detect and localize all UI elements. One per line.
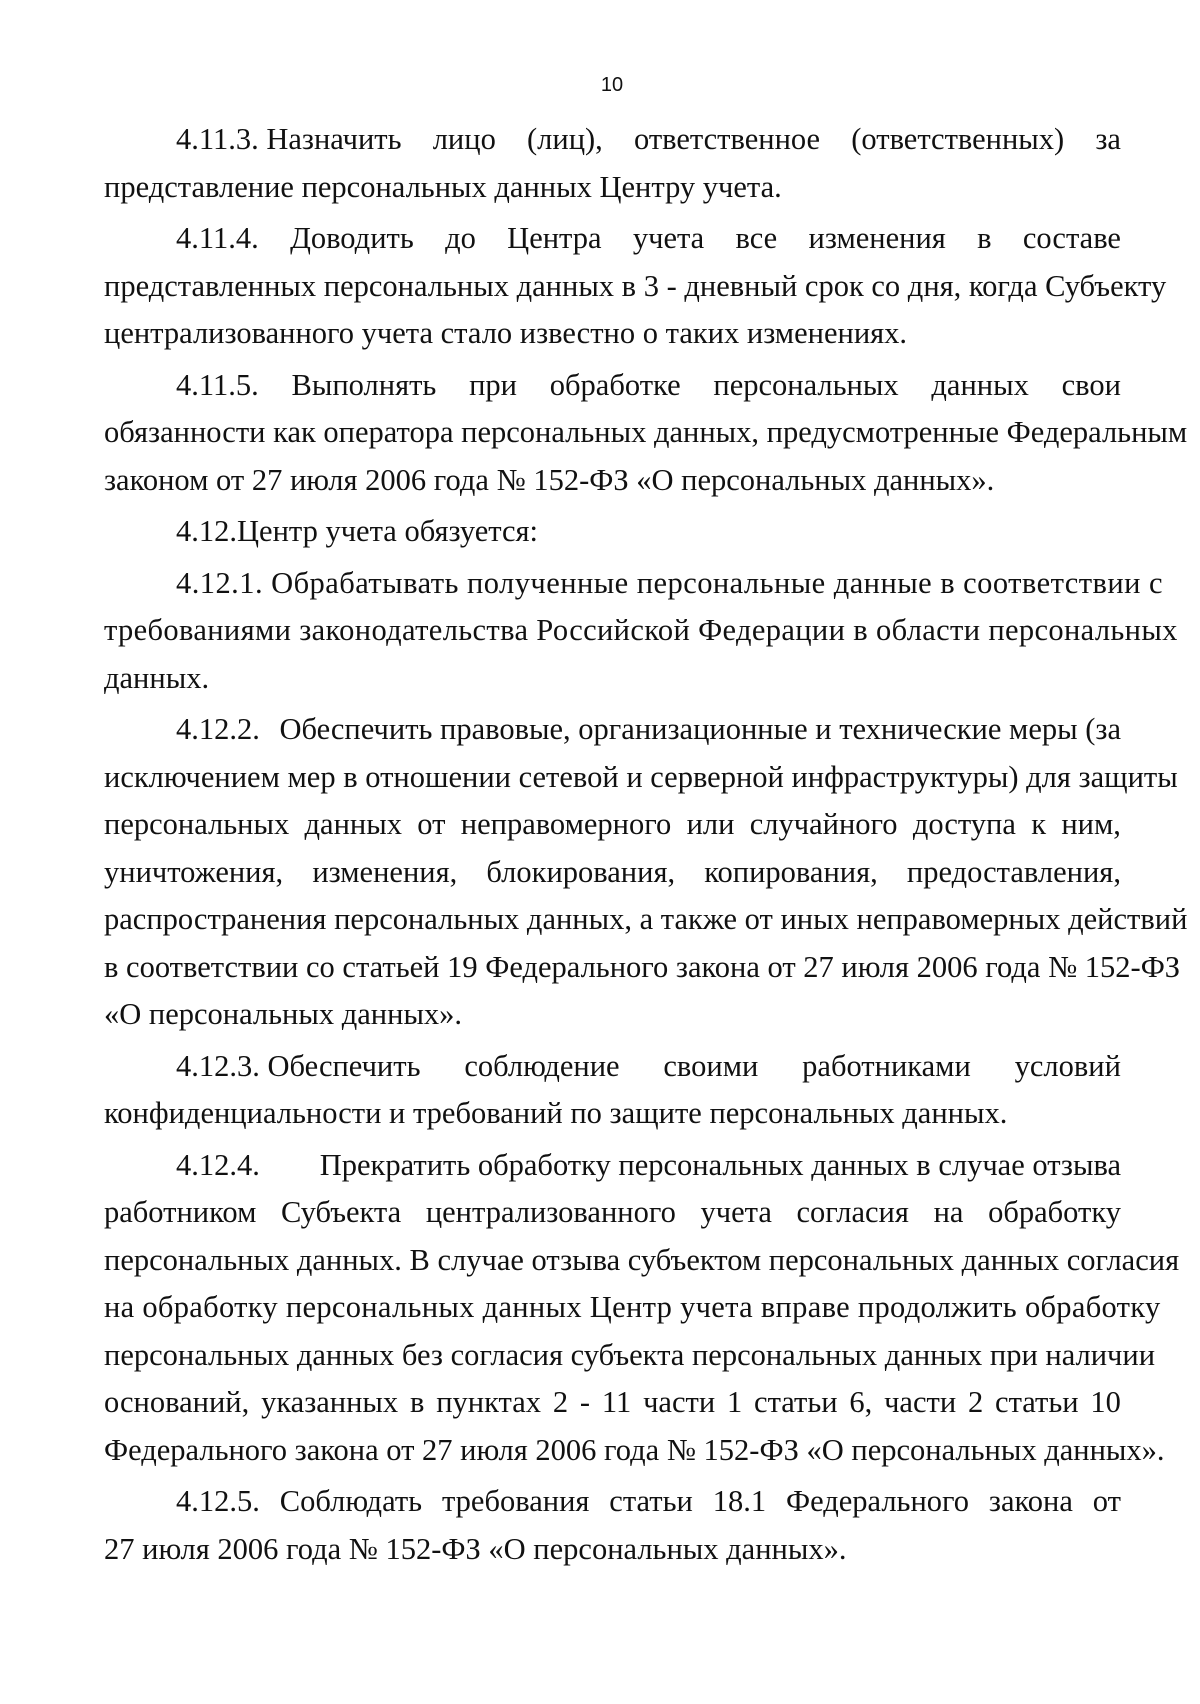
text-fragment: 6, [849,1385,873,1419]
text-fragment: централизованного [425,1195,676,1229]
text-fragment: (лиц), [527,122,603,156]
text-fragment: изменения [808,221,946,255]
text-fragment: лицо [432,122,496,156]
paragraph-4-12-2 [104,706,1188,1039]
paragraph-line: требованиями законодательства Российской Федерации в области персональных [104,613,1178,647]
text-fragment: 1 [726,1385,743,1419]
paragraph-line: на обработку персональных данных Центр учета вправе продолжить обработку [104,1290,1161,1324]
text-fragment: Выполнять [291,367,437,402]
page-number: 10 [600,74,624,96]
text-fragment: работниками [802,1048,971,1083]
paragraph-line [104,1189,1121,1237]
text-fragment: 10 [1090,1385,1121,1419]
paragraph-line: законом от 27 июля 2006 года № 152-ФЗ «О персональных данных». [104,462,995,497]
text-fragment: Доводить [290,221,414,255]
paragraph-4-11-3 [104,116,1121,211]
text-fragment: Центра [507,221,602,255]
paragraph-line [104,362,1121,410]
paragraph-line [104,215,1121,263]
paragraph-4-12 [104,508,1121,556]
text-fragment: Субъекта [281,1195,402,1229]
paragraph-4-12-3 [104,1043,1121,1138]
text-fragment: своими [663,1048,759,1083]
text-fragment: от [1092,1484,1121,1518]
text-fragment: на [933,1195,964,1229]
paragraph-line: обязанности как оператора персональных данных, предусмотренные Федеральным [104,415,1188,449]
paragraph-line: в соответствии со статьей 19 Федерального закона от 27 июля 2006 года № 152-ФЗ [104,949,1181,984]
text-fragment: от [417,807,446,841]
text-fragment: Федерального [785,1484,970,1518]
text-fragment: неправомерного [460,807,672,841]
text-fragment: доступа [912,807,1016,841]
paragraph-line [104,1478,1121,1526]
text-fragment: случайного [749,807,898,841]
text-fragment: указанных [261,1385,399,1419]
text-fragment: обработку [988,1195,1121,1229]
text-fragment: 4.12.2. [176,712,260,746]
text-fragment: оснований, [104,1385,250,1419]
paragraph-line: представление персональных данных Центру учета. [104,169,782,204]
text-fragment: статьи [995,1385,1079,1419]
paragraph-line: Федерального закона от 27 июля 2006 года № 152-ФЗ «О персональных данных». [104,1432,1165,1467]
text-fragment: 11 [601,1385,632,1419]
paragraph-line: данных. [104,660,210,695]
paragraph-line: персональных данных без согласия субъекта персональных данных при наличии [104,1337,1156,1372]
text-fragment: в [410,1385,425,1419]
text-fragment: свои [1061,367,1121,402]
paragraph-line: распространения персональных данных, а также от иных неправомерных действий [104,902,1188,936]
text-fragment: 4.11.3. Назначить [176,122,402,156]
paragraph-line [104,1142,1121,1190]
text-fragment: согласия [796,1195,909,1229]
paragraph-line [104,1043,1121,1091]
text-fragment: 4.12.3. Обеспечить [176,1048,421,1083]
text-fragment: 4.11.4. [176,221,259,255]
paragraph-line [104,849,1121,897]
paragraph-4-11-4 [104,215,1167,358]
text-fragment: пунктах [436,1385,542,1419]
text-fragment: 2 [552,1385,569,1419]
text-fragment: ответственное [633,122,821,156]
paragraph-line [104,801,1121,849]
text-fragment: закона [988,1484,1073,1518]
paragraph-line: персональных данных. В случае отзыва субъектом персональных данных согласия [104,1242,1180,1277]
text-fragment: обработке [549,367,681,402]
paragraph-4-11-5 [104,362,1188,505]
text-fragment: все [735,221,778,255]
text-fragment: к [1031,807,1047,841]
paragraph-line: конфиденциальности и требований по защите персональных данных. [104,1096,1008,1130]
text-fragment: 2 [967,1385,984,1419]
text-fragment: блокирования, [486,854,676,889]
text-fragment: требования [441,1484,590,1518]
text-fragment: статьи [609,1484,693,1518]
paragraph-4-12-1 [104,560,1178,703]
text-fragment: 4.12.4. [176,1147,260,1182]
paragraph-line [104,1379,1121,1427]
text-fragment: соблюдение [464,1048,620,1083]
text-fragment: 4.11.5. [176,367,259,402]
paragraph-line: представленных персональных данных в 3 - дневный срок со дня, когда Субъекту [104,268,1167,303]
text-fragment: данных [931,367,1029,402]
paragraph-line [104,560,1163,608]
text-fragment: работником [104,1195,257,1229]
section-heading: 4.12.Центр учета обязуется: [176,514,539,548]
text-fragment: статьи [754,1385,838,1419]
paragraph-line: «О персональных данных». [104,997,463,1031]
text-fragment: ним, [1061,807,1121,841]
text-fragment: 4.12.5. [176,1484,260,1518]
text-fragment: части [884,1385,957,1419]
text-fragment: персональных [713,367,899,402]
text-fragment: условий [1014,1048,1121,1083]
paragraph-line: исключением мер в отношении сетевой и серверной инфраструктуры) для защиты [104,759,1178,794]
text-fragment: персональных [104,807,290,841]
text-fragment: данных [304,807,402,841]
paragraph-4-12-5 [104,1478,1121,1573]
text-fragment: Соблюдать [279,1484,423,1518]
text-fragment: учета [632,221,705,255]
text-fragment: 4.12.1. Обрабатывать полученные персональные данные в соответствии с [176,565,1163,600]
paragraph-line [104,116,1121,164]
text-fragment: до [445,221,476,255]
paragraph-4-12-4 [104,1142,1180,1475]
text-fragment: за [1095,122,1121,156]
text-fragment: или [686,807,735,841]
text-fragment: Прекратить обработку персональных данных в случае отзыва [319,1147,1121,1182]
document-body [104,116,1188,1577]
text-fragment: части [643,1385,716,1419]
text-fragment: Обеспечить правовые, организационные и технические меры (за [279,712,1121,746]
text-fragment: (ответственных) [851,122,1065,156]
paragraph-line: 27 июля 2006 года № 152-ФЗ «О персональных данных». [104,1531,847,1566]
text-fragment: - [579,1385,591,1419]
text-fragment: изменения, [312,854,458,889]
text-fragment: копирования, [704,854,878,889]
text-fragment: 18.1 [712,1484,767,1518]
text-fragment: при [469,367,518,402]
text-fragment: предоставления, [906,854,1121,889]
text-fragment: в [977,221,992,255]
paragraph-line: централизованного учета стало известно о таких изменениях. [104,316,908,350]
text-fragment: составе [1022,221,1121,255]
text-fragment: учета [700,1195,772,1229]
text-fragment: уничтожения, [104,854,284,889]
paragraph-line [104,706,1121,754]
